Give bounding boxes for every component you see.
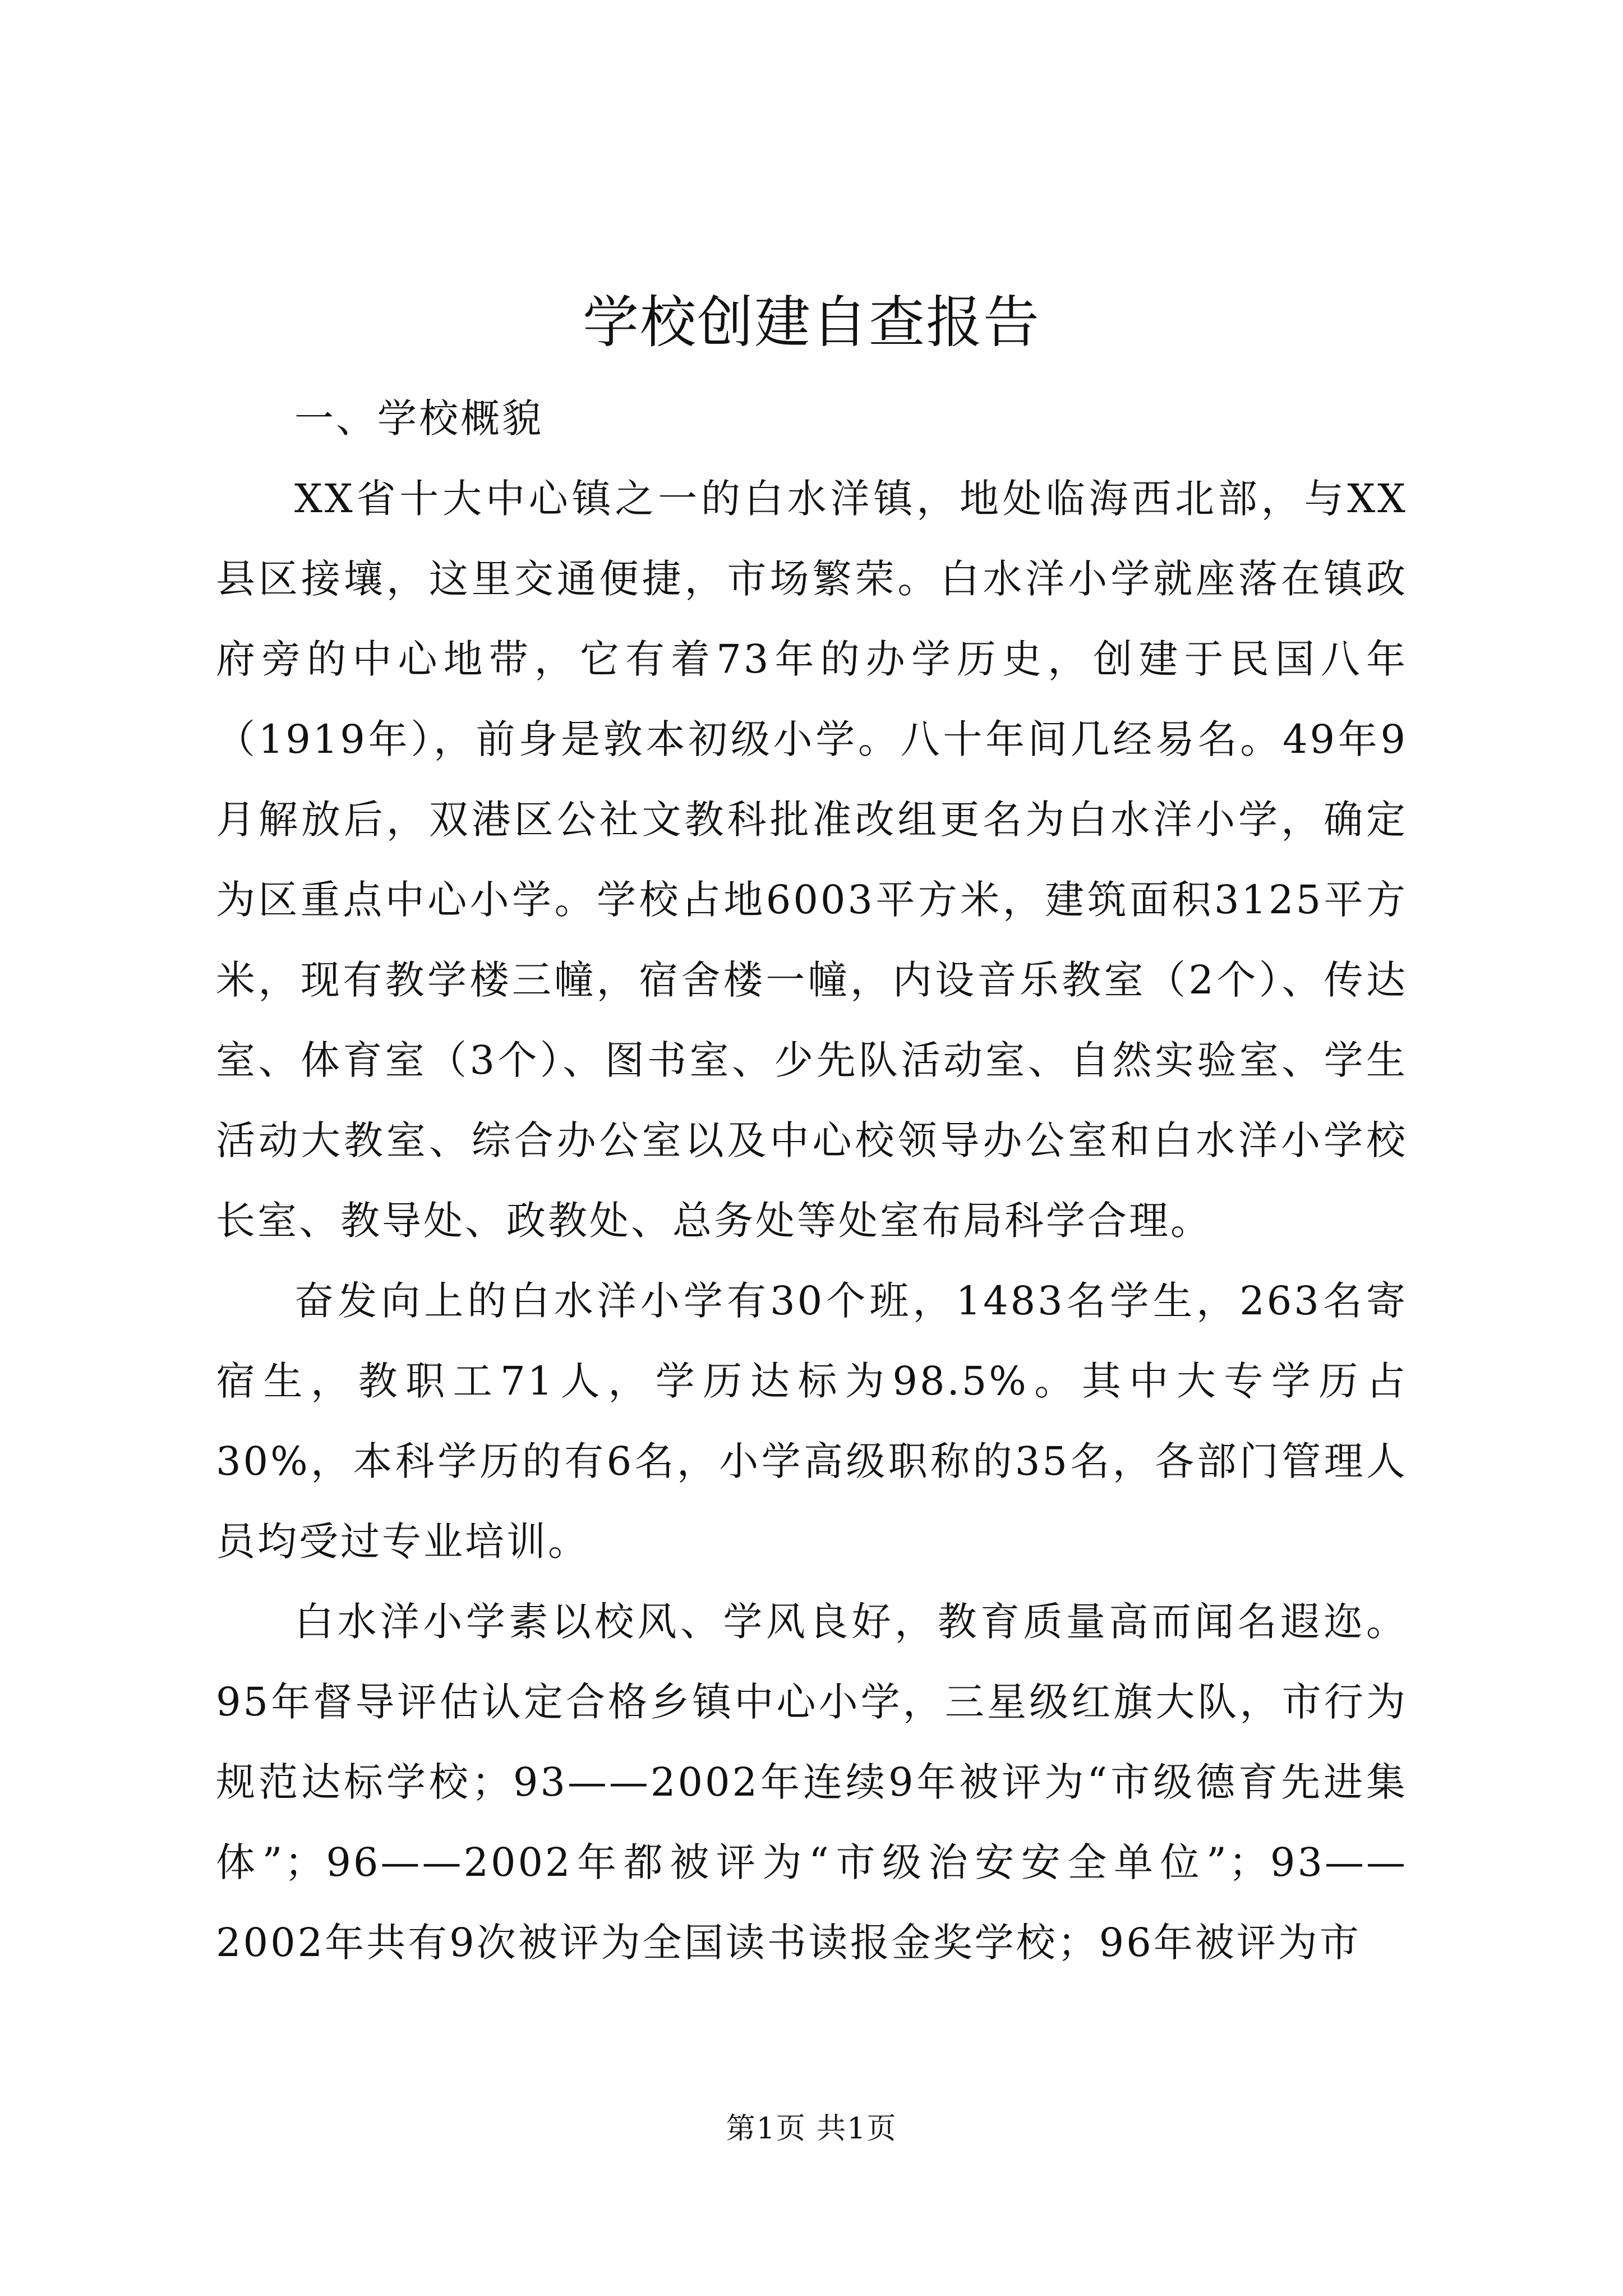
document-title: 学校创建自查报告 xyxy=(583,289,1040,355)
document-body xyxy=(216,379,1408,1983)
section-heading: 一、学校概貌 xyxy=(294,395,543,441)
page-footer: 第1页 共1页 xyxy=(726,2112,897,2146)
paragraph-school-overview: XX省十大中心镇之一的白水洋镇，地处临海西北部，与XX县区接壤，这里交通便捷，市场繁荣。白水洋小学就座落在镇政府旁的中心地带，它有着73年的办学历史，创建于民国八年（1919年），前身是敦本初级小学。八十年间几经易名。49年9月解放后，双港区公社文教科批准改组更名为白水洋小学，确定为区重点中心小学。学校占地6003平方米，建筑面积3125平方米，现有教学楼三幢，宿舍楼一幢，内设音乐教室（2个）、传达室、体育室（3个）、图书室、少先队活动室、自然实验室、学生活动大教室、综合办公室以及中心校领导办公室和白水洋小学校长室、教导处、政教处、总务处等处室布局科学合理。 xyxy=(216,476,1408,1244)
paragraph-staff-students: 奋发向上的白水洋小学有30个班，1483名学生，263名寄宿生，教职工71人，学历达标为98.5%。其中大专学历占30%，本科学历的有6名，小学高级职称的35名，各部门管理人员均受过专业培训。 xyxy=(216,1278,1408,1565)
paragraph-honors: 白水洋小学素以校风、学风良好，教育质量高而闻名遐迩。95年督导评估认定合格乡镇中心小学，三星级红旗大队，市行为规范达标学校；93——2002年连续9年被评为“市级德育先进集体”；96——2002年都被评为“市级治安安全单位”；93——2002年共有9次被评为全国读书读报金奖学校；96年被评为市 xyxy=(216,1599,1408,1966)
